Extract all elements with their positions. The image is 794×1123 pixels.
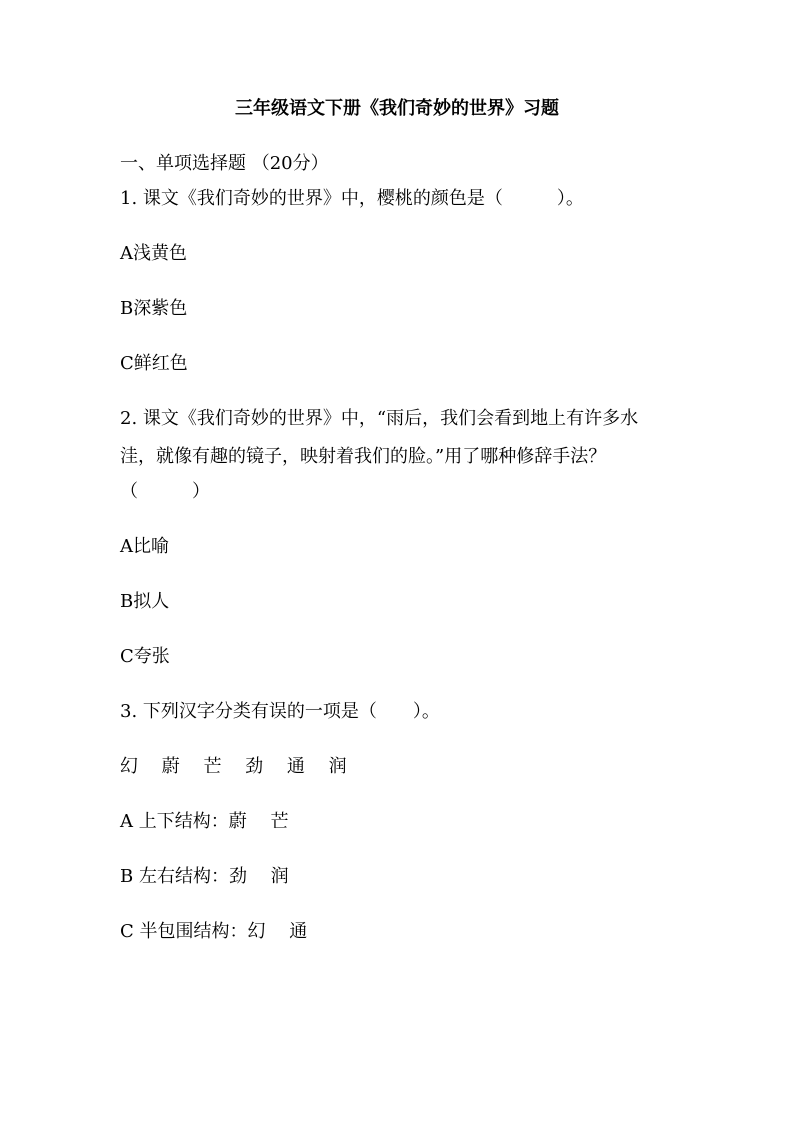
- character-list: 幻 蔚 芒 劲 通 润: [120, 756, 347, 777]
- question-stem: 1. 课文《我们奇妙的世界》中，樱桃的颜色是（ ）。: [120, 188, 584, 209]
- option-a: A比喻: [120, 536, 169, 557]
- option-c: C夸张: [120, 646, 170, 667]
- question-stem-line-2: 洼，就像有趣的镜子，映射着我们的脸。”用了哪种修辞手法？: [120, 446, 607, 467]
- option-a: A浅黄色: [120, 243, 187, 264]
- option-a: A 上下结构：蔚 芒: [120, 811, 289, 832]
- option-b: B深紫色: [120, 298, 188, 319]
- page-title: 三年级语文下册《我们奇妙的世界》习题: [235, 98, 559, 119]
- question-stem-line-1: 2. 课文《我们奇妙的世界》中，“雨后，我们会看到地上有许多水: [120, 408, 639, 429]
- option-c: C 半包围结构：幻 通: [120, 921, 308, 942]
- section-heading: 一、单项选择题 （20分）: [120, 153, 329, 174]
- option-b: B 左右结构：劲 润: [120, 866, 289, 887]
- question-stem-line-3: （ ）: [120, 481, 210, 502]
- question-stem: 3. 下列汉字分类有误的一项是（ ）。: [120, 701, 440, 722]
- option-b: B拟人: [120, 591, 170, 612]
- option-c: C鲜红色: [120, 353, 188, 374]
